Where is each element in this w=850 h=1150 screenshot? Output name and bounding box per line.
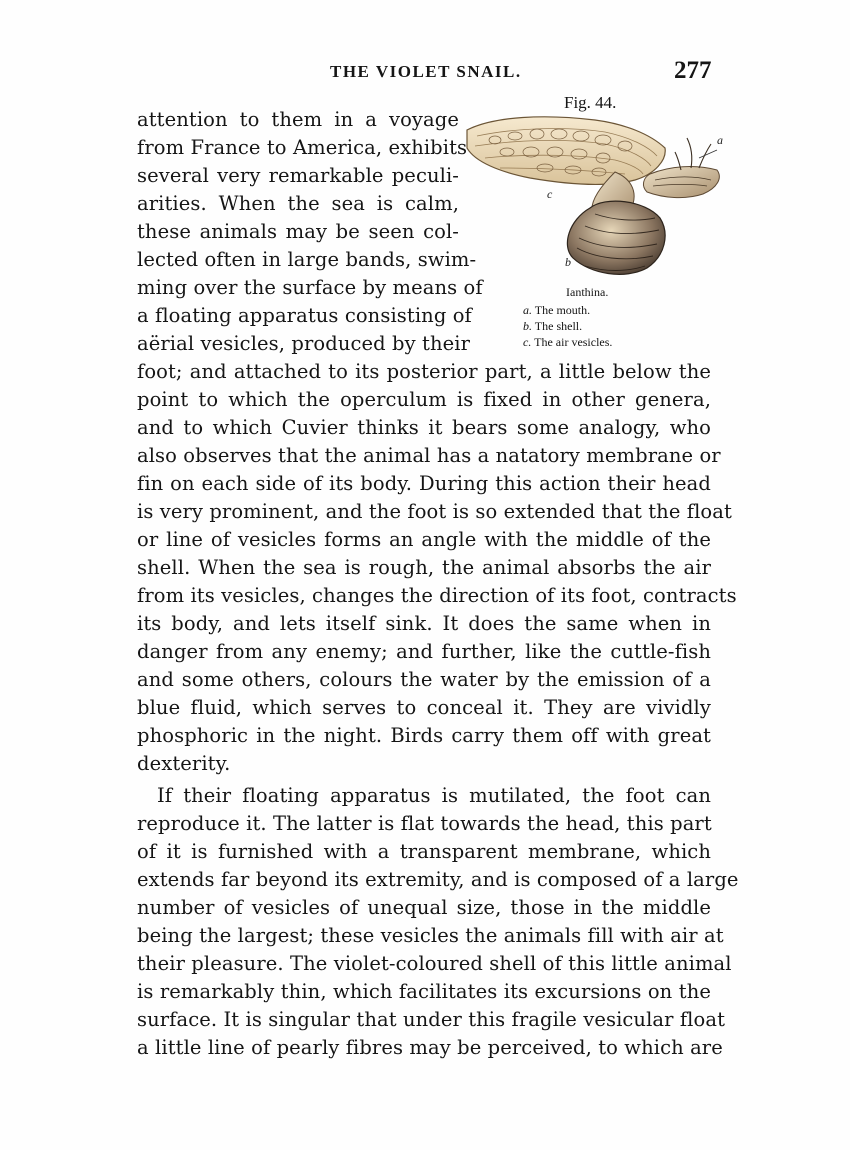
- text-line: several very remarkable peculi-: [137, 164, 459, 187]
- text-line: lected often in large bands, swim-: [137, 248, 477, 271]
- text-line: aërial vesicles, produced by their: [137, 332, 471, 355]
- text-line: point to which the operculum is fixed in other genera,: [137, 388, 711, 411]
- text-line: from its vesicles, changes the direction of its foot, contracts: [137, 584, 737, 607]
- figure-letter-b: b: [565, 255, 571, 269]
- text-line: is very prominent, and the foot is so extended that the float: [137, 500, 732, 523]
- text-line: danger from any enemy; and further, like the cuttle-fish: [137, 640, 711, 663]
- text-line: surface. It is singular that under this fragile vesicular float: [137, 1008, 726, 1031]
- air-vesicles-float: [467, 117, 665, 185]
- figure-letter-c: c: [547, 187, 553, 201]
- figure-letter-a: a: [717, 133, 723, 147]
- text-line: and to which Cuvier thinks it bears some analogy, who: [137, 416, 711, 439]
- text-line: phosphoric in the night. Birds carry them off with great: [137, 724, 711, 747]
- text-line: being the largest; these vesicles the animals fill with air at: [137, 924, 724, 947]
- text-line: arities. When the sea is calm,: [137, 192, 459, 215]
- text-line: also observes that the animal has a natatory membrane or: [137, 444, 721, 467]
- text-line: from France to America, exhibits: [137, 136, 468, 159]
- running-title: THE VIOLET SNAIL.: [330, 62, 522, 81]
- ianthina-illustration: [455, 108, 730, 283]
- text-line: blue fluid, which serves to conceal it. They are vividly: [137, 696, 711, 719]
- text-line: or line of vesicles forms an angle with the middle of the: [137, 528, 711, 551]
- text-line: is remarkably thin, which facilitates its excursions on the: [137, 980, 711, 1003]
- figure-label: Fig. 44.: [564, 93, 617, 112]
- animal-head: [643, 167, 719, 198]
- figure-caption-list: [507, 302, 612, 350]
- caption-item: a. The mouth.: [523, 303, 591, 317]
- caption-item: c. The air vesicles.: [523, 335, 613, 349]
- text-line: extends far beyond its extremity, and is composed of a large: [137, 868, 739, 891]
- figure-caption-title: Ianthina.: [566, 285, 609, 299]
- shell: [567, 201, 665, 274]
- tentacles: [675, 138, 711, 170]
- text-line: dexterity.: [137, 752, 231, 775]
- text-line: and some others, colours the water by the emission of a: [137, 668, 711, 691]
- text-line: reproduce it. The latter is flat towards the head, this part: [137, 812, 712, 835]
- page-number: 277: [674, 57, 712, 84]
- text-line: shell. When the sea is rough, the animal absorbs the air: [137, 556, 711, 579]
- text-line: fin on each side of its body. During this action their head: [137, 472, 711, 495]
- body-text: [137, 358, 739, 1062]
- text-line: If their floating apparatus is mutilated, the foot can: [157, 784, 711, 807]
- text-line: a floating apparatus consisting of: [137, 304, 472, 327]
- text-line: its body, and lets itself sink. It does the same when in: [137, 612, 711, 635]
- text-line: of it is furnished with a transparent membrane, which: [137, 840, 711, 863]
- text-line: these animals may be seen col-: [137, 220, 459, 243]
- text-line: a little line of pearly fibres may be perceived, to which are: [137, 1036, 723, 1059]
- text-beside-figure: [137, 106, 483, 358]
- text-line: ming over the surface by means of: [137, 276, 483, 299]
- text-line: foot; and attached to its posterior part, a little below the: [137, 360, 711, 383]
- text-line: number of vesicles of unequal size, those in the middle: [137, 896, 711, 919]
- caption-item: b. The shell.: [523, 319, 583, 333]
- text-line: their pleasure. The violet-coloured shell of this little animal: [137, 952, 732, 975]
- text-line: attention to them in a voyage: [137, 108, 459, 131]
